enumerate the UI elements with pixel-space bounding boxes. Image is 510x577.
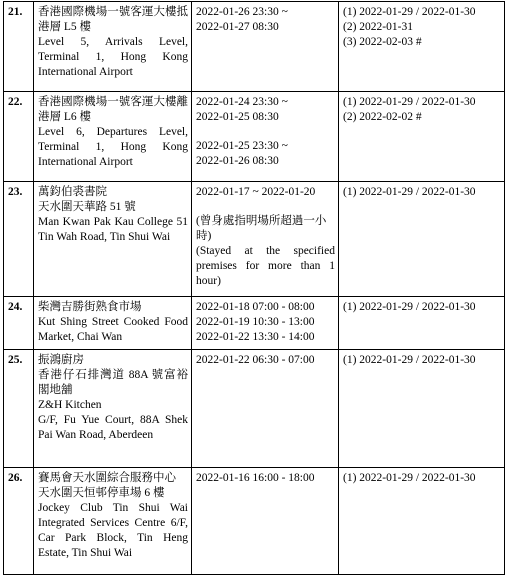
premises-name-zh: 香港國際機場一號客運大樓離港層 L6 樓 <box>38 96 188 123</box>
premises-cell <box>34 350 192 468</box>
row-number-cell <box>4 2 34 92</box>
premises-name-en: Jockey Club Tin Shui Wai Integrated Services Centre 6/F, Car Park Block, Tin Heng Estate, Tin Shui Wai <box>38 502 188 559</box>
row-number-cell <box>4 350 34 468</box>
premises-name-en: G/F, Fu Yue Court, 88A Shek Pai Wan Road, Aberdeen <box>38 414 188 441</box>
premises-name-zh: 賽馬會天水圍綜合服務中心 <box>38 472 176 484</box>
visit-date: 2022-01-26 23:30 ~ <box>196 6 288 18</box>
visit-dates-cell <box>192 350 339 468</box>
row-number-cell <box>4 92 34 182</box>
row-number-cell <box>4 297 34 350</box>
visit-date: 2022-01-27 08:30 <box>196 21 279 33</box>
table-row <box>4 92 505 182</box>
testing-date: (1) 2022-01-29 / 2022-01-30 <box>343 6 476 18</box>
row-number: 24. <box>8 301 23 313</box>
row-number: 25. <box>8 354 23 366</box>
premises-cell <box>34 297 192 350</box>
spacer <box>196 125 335 139</box>
visit-date: 2022-01-22 13:30 - 14:00 <box>196 331 315 343</box>
row-number: 26. <box>8 472 23 484</box>
row-number: 22. <box>8 96 23 108</box>
premises-name-en: Man Kwan Pak Kau College 51 Tin Wah Road, Tin Shui Wai <box>38 216 188 243</box>
row-number: 21. <box>8 6 23 18</box>
premises-name-en: Kut Shing Street Cooked Food Market, Chai Wan <box>38 316 188 343</box>
testing-dates-cell <box>339 92 505 182</box>
testing-dates-cell <box>339 297 505 350</box>
testing-date: (1) 2022-01-29 / 2022-01-30 <box>343 96 476 108</box>
testing-date: (1) 2022-01-29 / 2022-01-30 <box>343 301 476 313</box>
testing-dates-cell <box>339 468 505 575</box>
spacer <box>196 200 335 214</box>
premises-name-zh: 萬鈞伯裘書院 <box>38 186 107 198</box>
testing-dates-cell <box>339 182 505 297</box>
visit-date: 2022-01-25 08:30 <box>196 111 279 123</box>
premises-cell <box>34 468 192 575</box>
visit-date: 2022-01-24 23:30 ~ <box>196 96 288 108</box>
visit-date: 2022-01-17 ~ 2022-01-20 <box>196 186 316 198</box>
table-row <box>4 297 505 350</box>
testing-date: (2) 2022-01-31 <box>343 21 413 33</box>
visit-date: 2022-01-25 23:30 ~ <box>196 140 288 152</box>
visit-date: 2022-01-19 10:30 - 13:00 <box>196 316 315 328</box>
visit-date: 2022-01-26 08:30 <box>196 155 279 167</box>
visit-date: (曾身處指明場所超過一小時) <box>196 215 327 242</box>
premises-name-zh: 天水圍天華路 51 號 <box>38 201 136 213</box>
row-number-cell <box>4 468 34 575</box>
testing-date: (2) 2022-02-02 # <box>343 111 422 123</box>
premises-cell <box>34 182 192 297</box>
table-row <box>4 350 505 468</box>
row-number: 23. <box>8 186 23 198</box>
visit-dates-cell <box>192 92 339 182</box>
premises-name-en: Z&H Kitchen <box>38 399 102 411</box>
testing-dates-cell <box>339 2 505 92</box>
visit-date: 2022-01-16 16:00 - 18:00 <box>196 472 315 484</box>
testing-date: (1) 2022-01-29 / 2022-01-30 <box>343 472 476 484</box>
premises-cell <box>34 92 192 182</box>
visit-date: 2022-01-22 06:30 - 07:00 <box>196 354 315 366</box>
testing-date: (1) 2022-01-29 / 2022-01-30 <box>343 186 476 198</box>
premises-name-zh: 天水圍天恒邨停車場 6 樓 <box>38 487 165 499</box>
stay-note: (Stayed at the specified premises for more than 1 hour) <box>196 245 335 287</box>
testing-date: (1) 2022-01-29 / 2022-01-30 <box>343 354 476 366</box>
row-number-cell <box>4 182 34 297</box>
visit-dates-cell <box>192 297 339 350</box>
premises-name-zh: 香港仔石排灣道 88A 號富裕閣地舖 <box>38 369 188 396</box>
visit-dates-cell <box>192 2 339 92</box>
premises-name-en: Level 6, Departures Level, Terminal 1, Hong Kong International Airport <box>38 126 188 168</box>
premises-name-zh: 香港國際機場一號客運大樓抵港層 L5 樓 <box>38 6 188 33</box>
table-row <box>4 2 505 92</box>
testing-dates-cell <box>339 350 505 468</box>
premises-table <box>3 1 505 575</box>
testing-date: (3) 2022-02-03 # <box>343 36 422 48</box>
visit-dates-cell <box>192 468 339 575</box>
visit-date: 2022-01-18 07:00 - 08:00 <box>196 301 315 313</box>
table-body <box>4 2 505 575</box>
table-row <box>4 182 505 297</box>
premises-name-zh: 振鴻廚房 <box>38 354 84 366</box>
premises-cell <box>34 2 192 92</box>
premises-name-en: Level 5, Arrivals Level, Terminal 1, Hong Kong International Airport <box>38 36 188 78</box>
table-row <box>4 468 505 575</box>
premises-name-zh: 柴灣吉勝街熟食市場 <box>38 301 142 313</box>
visit-dates-cell <box>192 182 339 297</box>
